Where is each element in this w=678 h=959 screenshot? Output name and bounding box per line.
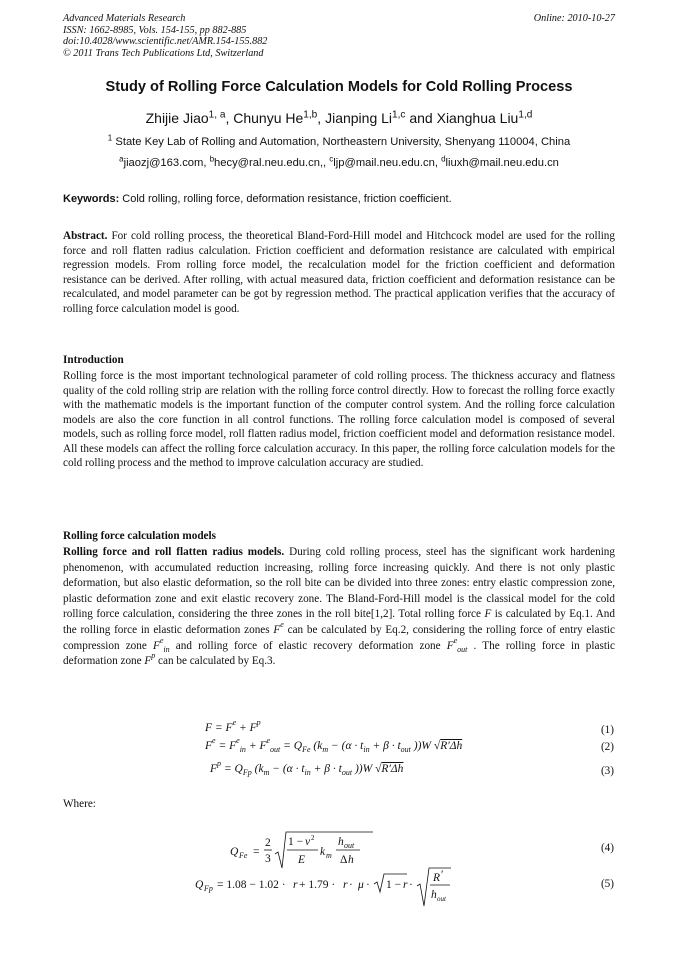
models-paragraph — [63, 545, 615, 670]
svg-text:3: 3 — [265, 853, 271, 865]
journal-name: Advanced Materials Research — [63, 13, 186, 24]
email-address: jiaozj@163.com, — [123, 157, 210, 169]
affiliation — [20, 133, 658, 148]
equation-1: $F = F^e + F^p$ — [205, 718, 261, 734]
author-separator: , — [317, 110, 326, 126]
svg-text:′: ′ — [441, 869, 444, 881]
svg-text:=: = — [253, 846, 260, 858]
svg-text:r: r — [293, 879, 298, 891]
symbol-Fp: $F^p$ — [144, 651, 156, 668]
svg-text:1 −: 1 − — [288, 836, 304, 848]
email-sup: d — [441, 154, 446, 164]
email-list — [20, 154, 658, 169]
email-sup: b — [209, 154, 215, 164]
svg-text:μ: μ — [358, 879, 364, 891]
paragraph-text: and rolling force of elastic recovery deformation zone — [169, 639, 447, 652]
issn-line: ISSN: 1662-8985, Vols. 154-155, pp 882-885 — [63, 24, 247, 36]
keywords-label: Keywords: — [63, 193, 120, 205]
online-date: Online: 2010-10-27 — [533, 13, 615, 24]
symbol-Fe-out: $F^e_{out}$ — [446, 635, 468, 654]
svg-text:Fp: Fp — [204, 884, 213, 893]
svg-text:r: r — [343, 879, 348, 891]
author-name: Chunyu He — [233, 110, 304, 126]
paragraph-text: can be calculated by Eq.2, considering the rolling force of entry elastic compression zone — [63, 623, 616, 652]
keywords-text: Cold rolling, rolling force, deformation resistance, friction coefficient. — [119, 193, 452, 205]
section-heading-introduction: Introduction — [63, 354, 124, 366]
svg-text:= 1.08 − 1.02 ·: = 1.08 − 1.02 · — [217, 879, 286, 891]
journal-header — [63, 13, 615, 59]
svg-text:1 −: 1 − — [386, 879, 402, 891]
equation-2: $F^e = F^e_{in} + F^e_{out} = Q_{Fe}$ ($k_m - (\alpha \cdot t_{in} + \beta \cdot t_{out}$ ))W √R′Δh — [205, 736, 463, 754]
svg-text:·: · — [409, 879, 413, 891]
svg-text:R: R — [433, 872, 441, 884]
affiliation-sup: 1 — [107, 133, 113, 143]
author-name: Jianping Li — [325, 110, 393, 126]
svg-text:Q: Q — [195, 879, 204, 891]
introduction-text: Rolling force is the most important technological parameter of cold rolling process. The thickness accuracy and flatness quality of the cold rolling strip are relation with the rolling force control directly. How to forecast the rolling force exactly with the mathematic models is the important function of the computer control system. And the rolling force calculation models are also the core function in all control functions. The rolling force calculation model is composed of several models, such as rolling force model, roll flatten radius model, friction coefficient model and deformation resistance model. All these models can affect the rolling force calculation accuracy. In this paper, the rolling force calculation models for the cold rolling process and the method to improve calculation accuracy are studied. — [63, 370, 615, 469]
author-separator: , — [225, 110, 234, 126]
symbol-Fe: $F^e$ — [273, 619, 284, 636]
abstract — [63, 229, 615, 316]
symbol-F: F — [484, 608, 492, 621]
svg-text:2: 2 — [265, 837, 271, 849]
equation-number: (4) — [600, 842, 614, 854]
svg-text:Q: Q — [230, 846, 239, 858]
author-list — [20, 110, 658, 126]
author-separator: and — [405, 110, 437, 126]
equation-number: (1) — [600, 724, 614, 736]
svg-text:k: k — [320, 846, 326, 858]
svg-text:r: r — [403, 879, 408, 891]
email-sup: c — [329, 154, 334, 164]
subsection-label: Rolling force and roll flatten radius models. — [63, 546, 285, 558]
author-name: Zhijie Jiao — [145, 110, 209, 126]
paper-title: Study of Rolling Force Calculation Models for Cold Rolling Process — [105, 79, 573, 95]
equation-3: $F^p = Q_{Fp}$ ($k_m - (\alpha \cdot t_{in} + \beta \cdot t_{out}$ ))W √R′Δh — [210, 759, 404, 777]
equation-number: (2) — [600, 741, 614, 753]
svg-text:ν: ν — [305, 836, 311, 848]
paragraph-text: During cold rolling process, steel has the significant work hardening phenomenon, with accumulated reduction increasing, rolling force increasing quickly. And there is not only plastic deformation, but also elastic deformation, so the roll bite can be divided into three zones: entry elastic compression zone, plastic deformation zone and exit elastic recovery zone. The Bland-Ford-Hill model is the classical model for the cold rolling force calculation, considering the three zones in the roll bite[1,2]. Total rolling force — [63, 546, 615, 621]
svg-text:Fe: Fe — [239, 851, 248, 860]
svg-text:out: out — [437, 895, 446, 903]
paragraph-text: . The rolling force in plastic deformation zone — [63, 639, 616, 668]
copyright-line: © 2011 Trans Tech Publications Ltd, Switzerland — [63, 47, 264, 59]
author-name: Xianghua Liu — [436, 110, 519, 126]
author-sup: 1, a — [208, 109, 226, 121]
svg-text:+ 1.79 ·: + 1.79 · — [299, 879, 336, 891]
equation-number: (5) — [600, 878, 614, 890]
email-sup: a — [119, 154, 124, 164]
where-label: Where: — [63, 798, 96, 810]
svg-text:out: out — [344, 841, 355, 850]
abstract-label: Abstract. — [63, 230, 108, 242]
email-address: hecy@ral.neu.edu.cn,, — [214, 157, 330, 169]
svg-text:h: h — [348, 854, 354, 866]
abstract-text: For cold rolling process, the theoretical Bland-Ford-Hill model and Hitchcock model are used for the rolling force and roll flatten radius calculation. Friction coefficient and deformation resistance are calculated with empirical regression models. From rolling force model, the recalculation model for the friction coefficient and deformation resistance can be derived. After rolling, with actual measured data, friction coefficient and deformation resistance can be recalculated, and model parameter can be got by regression method. The practical application verifies that the accuracy of rolling force calculation model is good. — [63, 230, 615, 315]
svg-text:·: · — [349, 879, 353, 891]
svg-text:E: E — [298, 854, 306, 866]
paragraph-text: can be calculated by Eq.3. — [155, 655, 276, 668]
doi-line: doi:10.4028/www.scientific.net/AMR.154-155.882 — [63, 36, 268, 48]
equation-number: (3) — [600, 765, 614, 777]
email-address: liuxh@mail.neu.edu.cn — [445, 157, 559, 169]
author-sup: 1,d — [518, 109, 533, 121]
svg-text:h: h — [338, 836, 344, 848]
equation-5 — [193, 864, 463, 910]
svg-text:·: · — [366, 879, 370, 891]
affiliation-text: State Key Lab of Rolling and Automation, Northeastern University, Shenyang 110004, China — [115, 136, 571, 148]
svg-text:h: h — [431, 889, 437, 901]
svg-text:2: 2 — [311, 834, 315, 842]
symbol-Fe-in: $F^e_{in}$ — [152, 635, 170, 654]
author-sup: 1,c — [392, 109, 406, 121]
author-sup: 1,b — [303, 109, 318, 121]
svg-text:Δ: Δ — [340, 854, 348, 866]
section-heading-models: Rolling force calculation models — [63, 530, 216, 542]
svg-text:m: m — [326, 851, 332, 860]
keywords — [63, 193, 615, 205]
email-address: ljp@mail.neu.edu.cn, — [333, 157, 442, 169]
paragraph-text: is calculated by Eq.1. And the rolling force in elastic deformation zones — [63, 608, 615, 636]
